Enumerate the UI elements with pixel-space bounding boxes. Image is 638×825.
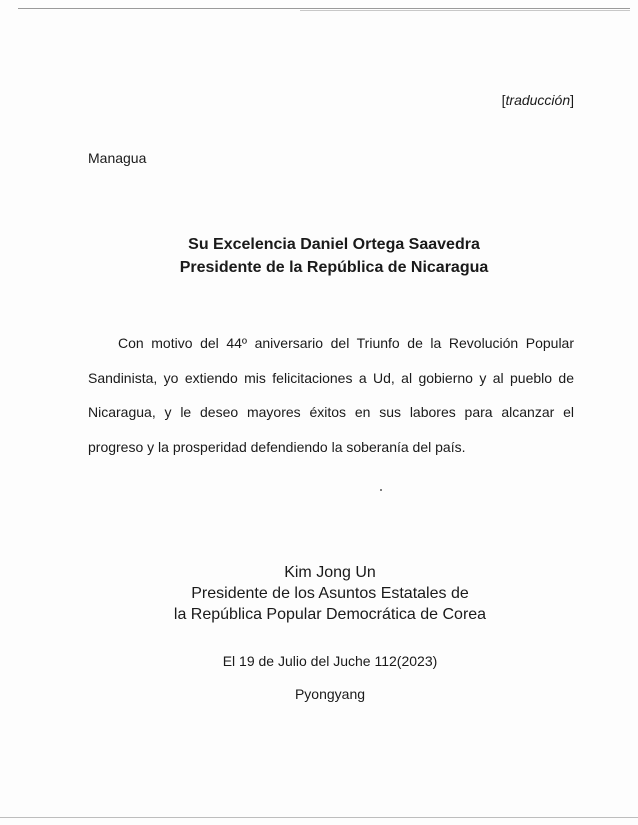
scan-edge-line bbox=[0, 817, 638, 818]
translation-note-close: ] bbox=[570, 92, 574, 108]
signatory-name: Kim Jong Un bbox=[284, 564, 376, 581]
signatory-title-line2: la República Popular Democrática de Corea bbox=[173, 606, 487, 623]
addressee-name: Su Excelencia Daniel Ortega Saavedra bbox=[188, 236, 480, 253]
letter-place: Pyongyang bbox=[294, 686, 366, 702]
translation-note-text: traducción bbox=[505, 92, 571, 108]
letter-city: Managua bbox=[88, 150, 147, 166]
translation-note bbox=[502, 92, 574, 108]
addressee-block bbox=[0, 233, 638, 279]
signature-block bbox=[0, 562, 638, 625]
addressee-title: Presidente de la República de Nicaragua bbox=[179, 259, 489, 276]
letter-date: El 19 de Julio del Juche 112(2023) bbox=[222, 653, 438, 669]
scan-edge-line bbox=[300, 10, 630, 11]
scan-edge-line bbox=[18, 8, 630, 9]
signatory-title-line1: Presidente de los Asuntos Estatales de bbox=[191, 585, 469, 602]
letter-body: Con motivo del 44º aniversario del Triunfo de la Revolución Popular Sandinista, yo extiendo mis felicitaciones a Ud, al gobierno y al pueblo de Nicaragua, y le deseo mayores éxitos en sus labores para alcanzar el progreso y la prosperidad defendiendo la soberanía del país. bbox=[88, 335, 574, 455]
translation-note-open: [ bbox=[501, 92, 506, 108]
scan-speck bbox=[380, 489, 382, 491]
